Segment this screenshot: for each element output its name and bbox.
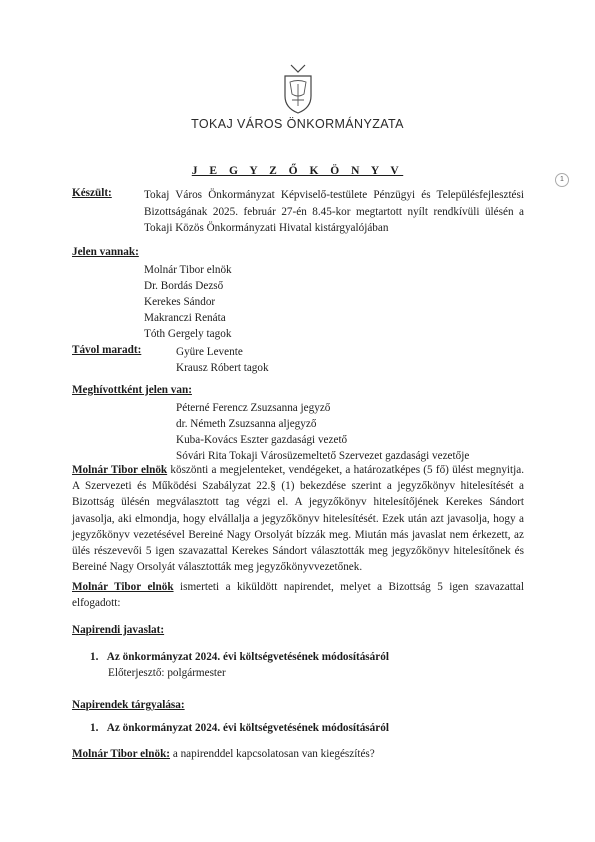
absent-list — [176, 344, 269, 376]
absent-label: Távol maradt: — [72, 344, 142, 356]
invited-list — [176, 400, 469, 464]
present-member: Kerekes Sándor — [144, 296, 216, 308]
present-member: Dr. Bordás Dezső — [144, 280, 224, 292]
organization-name: TOKAJ VÁROS ÖNKORMÁNYZATA — [191, 117, 404, 131]
speaker-name: Molnár Tibor elnök — [72, 581, 174, 593]
speaker-name: Molnár Tibor elnök: — [72, 748, 171, 760]
absent-member: Gyüre Levente — [176, 346, 243, 358]
paragraph-text: ismerteti a kiküldött napirendet, melyet a Bizottság 5 igen szavazattal elfogadott: — [72, 581, 524, 610]
invited-member: dr. Németh Zsuzsanna aljegyző — [176, 418, 317, 430]
agenda-presenter: Előterjesztő: polgármester — [108, 667, 226, 679]
keszult-text: Tokaj Város Önkormányzat Képviselő-testülete Pénzügyi és Településfejlesztési Bizottságának 2025. február 27-én 8.45-kor megtartott nyílt rendkívüli ülésén a Tokaji Közös Önkormányzati Hivatal kistárgyalójában — [144, 189, 524, 234]
closing-text: a napirenddel kapcsolatosan van kiegészítés? — [170, 748, 375, 760]
present-label: Jelen vannak: — [72, 246, 139, 258]
invited-member: Péterné Ferencz Zsuzsanna jegyző — [176, 402, 331, 414]
present-member: Tóth Gergely tagok — [144, 328, 232, 340]
item-title: Az önkormányzat 2024. évi költségvetésének módosításáról — [106, 651, 389, 663]
agenda-proposal-item — [90, 651, 389, 663]
agenda-paragraph — [72, 579, 524, 611]
page-number: 1 — [555, 173, 569, 187]
opening-paragraph — [72, 462, 524, 575]
item-number: 1. — [90, 651, 99, 663]
document-title: J E G Y Z Ő K Ö N Y V — [191, 165, 404, 177]
speaker-name: Molnár Tibor elnök — [72, 464, 168, 476]
coat-of-arms-icon — [282, 62, 314, 114]
invited-label: Meghívottként jelen van: — [72, 384, 192, 396]
absent-member: Krausz Róbert tagok — [176, 362, 269, 374]
keszult-label: Készült: — [72, 187, 112, 199]
agenda-proposal-label: Napirendi javaslat: — [72, 624, 165, 636]
present-member: Molnár Tibor elnök — [144, 264, 232, 276]
paragraph-text: köszönti a megjelenteket, vendégeket, a határozatképes (5 fő) ülést megnyitja. A Szervezeti és Működési Szabályzat 22.§ (1) bekezdése szerint a jegyzőkönyv hitelesítését a Bizottság ülésén megválasztott tag végzi el. A jegyzőkönyv hitelesítőjének Kerekes Sándort javasolja, aki elmondja, hogy elvállalja a jegyzőkönyv hitelesítését. Ezek után azt javasolja, hogy a jegyzőkönyv vezetésével Bereiné Nagy Orsolyát bízzák meg. Miután más javaslat nem érkezett, az ülés részevevői 5 igen szavazattal Kerekes Sándort választották meg jegyzőkönyv hitelesítőnek és Bereiné Nagy Orsolyát választották meg jegyzőkönyvvezetőnek. — [72, 464, 524, 574]
item-title: Az önkormányzat 2024. évi költségvetésének módosításáról — [106, 722, 389, 734]
closing-line — [72, 748, 375, 760]
agenda-discussion-item — [90, 722, 389, 734]
present-list — [144, 262, 232, 342]
invited-member: Kuba-Kovács Eszter gazdasági vezető — [176, 434, 348, 446]
agenda-discussion-label: Napirendek tárgyalása: — [72, 699, 185, 711]
invited-member: Sóvári Rita Tokaji Városüzemeltető Szervezet gazdasági vezetője — [176, 450, 470, 462]
present-member: Makranczi Renáta — [144, 312, 226, 324]
item-number: 1. — [90, 722, 99, 734]
